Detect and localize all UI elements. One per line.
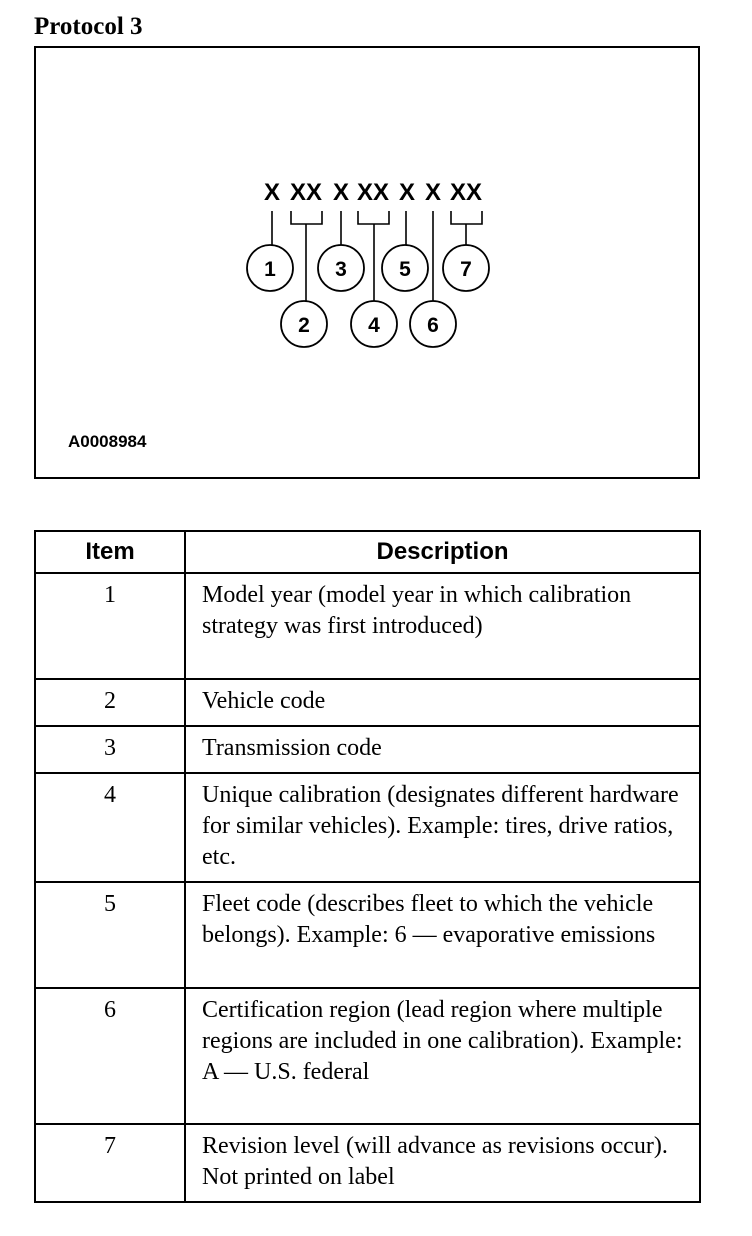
legend-table [34, 530, 701, 1203]
item-number: 4 [35, 773, 185, 882]
code-segment-7: XX [449, 179, 483, 206]
table-row [35, 679, 700, 726]
callout-label-4: 4 [368, 314, 380, 337]
callout-label-5: 5 [399, 258, 411, 281]
item-number: 2 [35, 679, 185, 726]
table-row [35, 882, 700, 988]
code-segment-2: XX [289, 179, 323, 206]
item-description: Vehicle code [185, 679, 700, 726]
item-number: 1 [35, 573, 185, 679]
table-row [35, 1124, 700, 1202]
item-number: 7 [35, 1124, 185, 1202]
header-description: Description [185, 531, 700, 573]
code-segment-1: X [263, 179, 281, 206]
code-segment-6: X [424, 179, 442, 206]
callout-label-1: 1 [264, 258, 276, 281]
callout-label-6: 6 [427, 314, 439, 337]
callout-label-7: 7 [460, 258, 472, 281]
item-description: Revision level (will advance as revisions occur). Not printed on label [185, 1124, 700, 1202]
callout-label-3: 3 [335, 258, 347, 281]
header-item: Item [35, 531, 185, 573]
code-segment-4: XX [356, 179, 390, 206]
table-row [35, 726, 700, 773]
item-number: 6 [35, 988, 185, 1124]
item-number: 3 [35, 726, 185, 773]
table-row [35, 773, 700, 882]
item-description: Fleet code (describes fleet to which the vehicle belongs). Example: 6 — evaporative emissions [185, 882, 700, 988]
table-row [35, 573, 700, 679]
item-number: 5 [35, 882, 185, 988]
table-header-row [35, 531, 700, 573]
callout-label-2: 2 [298, 314, 310, 337]
code-segment-3: X [332, 179, 350, 206]
code-diagram [36, 48, 698, 477]
table-row [35, 988, 700, 1124]
protocol-diagram [34, 46, 700, 479]
item-description: Unique calibration (designates different hardware for similar vehicles). Example: tires, drive ratios, etc. [185, 773, 700, 882]
item-description: Transmission code [185, 726, 700, 773]
page-title: Protocol 3 [34, 13, 143, 40]
figure-id: A0008984 [68, 432, 147, 451]
code-segment-5: X [398, 179, 416, 206]
item-description: Model year (model year in which calibration strategy was first introduced) [185, 573, 700, 679]
item-description: Certification region (lead region where multiple regions are included in one calibration). Example: A — U.S. federal [185, 988, 700, 1124]
